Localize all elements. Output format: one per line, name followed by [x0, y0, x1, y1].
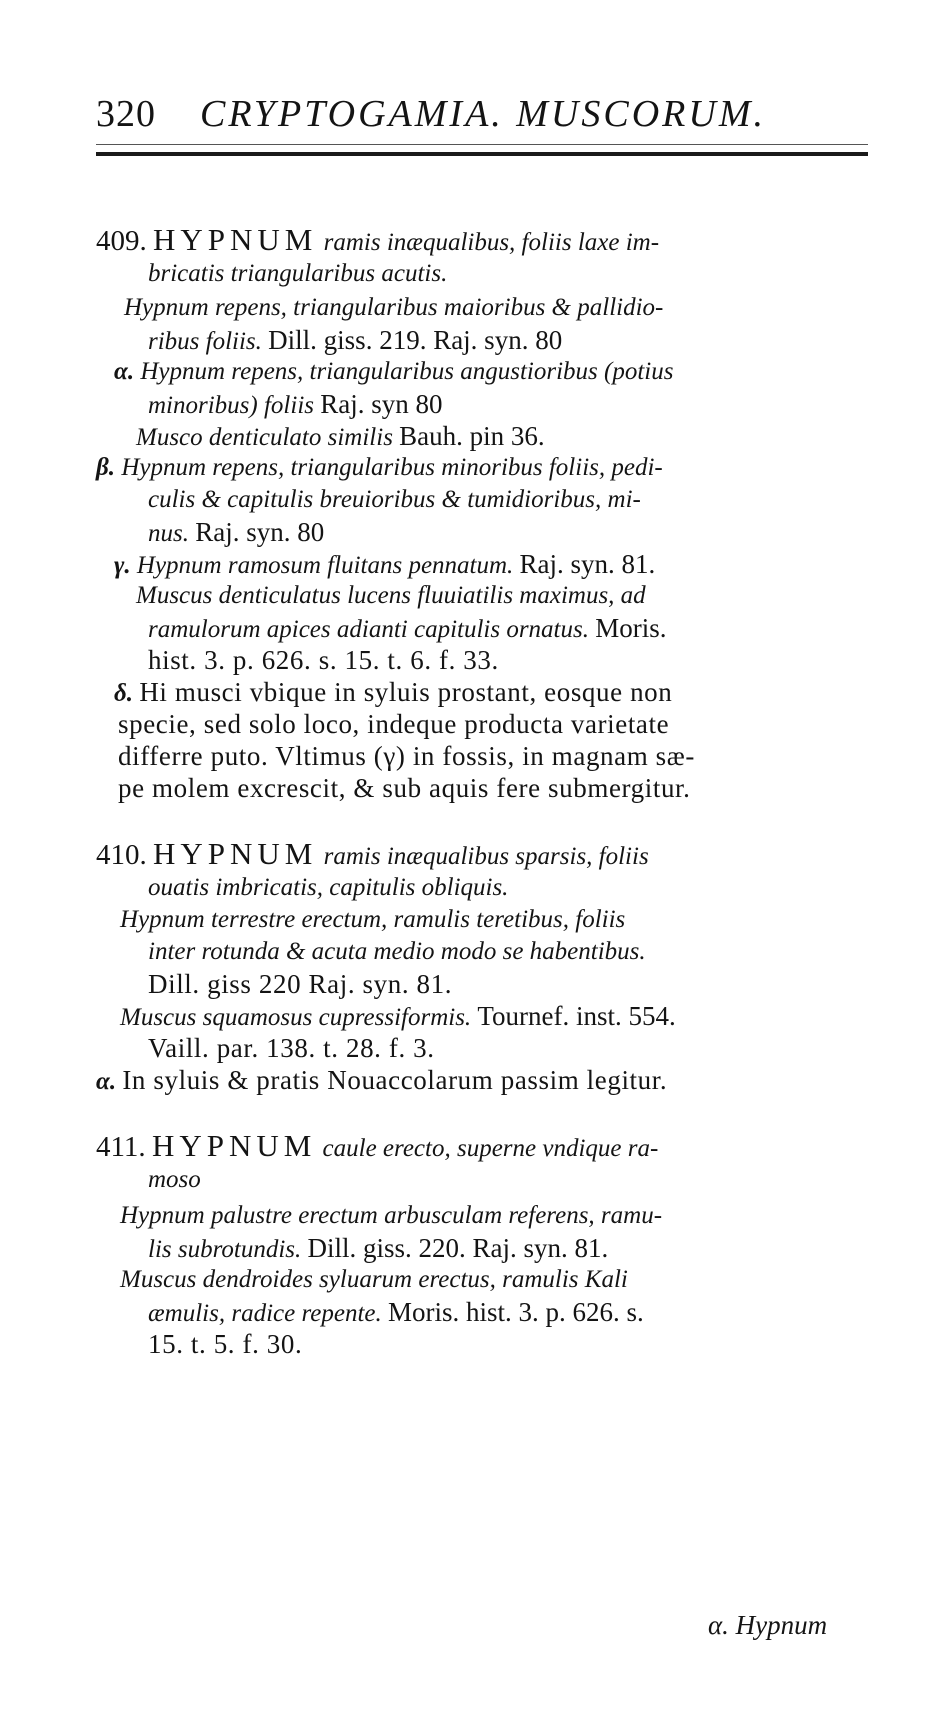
citation: Dill. giss. 219. Raj. syn. 80 — [268, 325, 563, 355]
genus-name: HYPNUM — [151, 1128, 317, 1163]
synonym-text: lis subrotundis. — [148, 1236, 302, 1263]
synonym-text: Hypnum repens, triangularibus minoribus foliis, pedi- — [121, 454, 663, 481]
synonym-line — [148, 1296, 644, 1330]
variety-mark: α. — [96, 1068, 117, 1095]
synonym-text: ribus foliis. — [148, 328, 262, 355]
synonym-text: Muscus squamosus cupressiformis. — [120, 1004, 472, 1031]
variety-mark: δ. — [114, 680, 134, 707]
catchword: α. Hypnum — [708, 1610, 828, 1640]
synonym-text: Hypnum ramosum fluitans pennatum. — [136, 552, 514, 579]
running-head: CRYPTOGAMIA. MUSCORUM. — [200, 93, 766, 135]
citation: Dill. giss. 220. Raj. syn. 81. — [307, 1233, 609, 1263]
citation-line: 15. t. 5. f. 30. — [148, 1329, 303, 1359]
diagnosis: ramis inæqualibus sparsis, foliis — [323, 843, 649, 870]
diagnosis: caule erecto, superne vndique ra- — [322, 1135, 659, 1162]
synonym-line — [148, 1232, 608, 1266]
citation: Raj. syn. 81. — [519, 549, 656, 579]
note-paragraph — [114, 676, 672, 710]
entry-410-heading — [96, 838, 649, 873]
synonym-line: inter rotunda & acuta medio modo se habentibus. — [148, 938, 646, 965]
entry-411-heading — [96, 1130, 658, 1165]
note-line: specie, sed solo loco, indeque producta varietate — [118, 709, 670, 739]
synonym-line: Muscus denticulatus lucens fluuiatilis maximus, ad — [136, 582, 646, 609]
variety-mark: β. — [96, 454, 116, 481]
synonym-line: Hypnum repens, triangularibus maioribus & pallidio- — [124, 294, 664, 321]
citation-line: hist. 3. p. 626. s. 15. t. 6. f. 33. — [148, 645, 499, 675]
page-header — [96, 88, 866, 148]
synonym-line — [148, 388, 443, 422]
diagnosis-line: ouatis imbricatis, capitulis obliquis. — [148, 874, 509, 901]
note-line: pe molem excrescit, & sub aquis fere submergitur. — [118, 773, 691, 803]
citation-line: Dill. giss 220 Raj. syn. 81. — [148, 969, 453, 999]
synonym-text: ramulorum apices adianti capitulis ornatus. — [148, 616, 589, 643]
synonym-line: Muscus dendroides syluarum erectus, ramulis Kali — [120, 1266, 628, 1293]
diagnosis-line: moso — [148, 1166, 201, 1193]
variety-gamma — [114, 548, 655, 582]
note-paragraph — [96, 1064, 667, 1098]
synonym-line — [148, 516, 324, 550]
citation: Raj. syn 80 — [320, 389, 443, 419]
citation-line: Vaill. par. 138. t. 28. f. 3. — [148, 1033, 435, 1063]
entry-number: 411. — [96, 1131, 146, 1163]
header-rule — [96, 152, 868, 156]
citation: Tournef. inst. 554. — [477, 1001, 676, 1031]
entry-number: 410. — [96, 839, 147, 871]
synonym-line — [148, 324, 562, 358]
synonym-text: æmulis, radice repente. — [148, 1300, 382, 1327]
variety-mark: γ. — [114, 552, 131, 579]
entry-409-heading — [96, 224, 659, 259]
note-text: Hi musci vbique in syluis prostant, eosque non — [139, 677, 673, 707]
variety-mark: α. — [114, 358, 135, 385]
note-line: differre puto. Vltimus (γ) in fossis, in magnam sæ- — [118, 741, 695, 771]
synonym-text: nus. — [148, 520, 189, 547]
citation: Moris. — [595, 613, 667, 643]
synonym-line — [148, 612, 667, 646]
genus-name: HYPNUM — [153, 836, 318, 871]
synonym-line: Hypnum terrestre erectum, ramulis teretibus, foliis — [120, 906, 626, 933]
synonym-text: minoribus) foliis — [148, 392, 314, 419]
synonym-text: Hypnum repens, triangularibus angustioribus (potius — [140, 358, 674, 385]
variety-beta — [96, 452, 663, 484]
entry-number: 409. — [96, 225, 147, 257]
diagnosis: ramis inæqualibus, foliis laxe im- — [323, 229, 660, 256]
page-number: 320 — [96, 93, 156, 135]
note-text: In syluis & pratis Nouaccolarum passim legitur. — [122, 1065, 668, 1095]
synonym-line: Hypnum palustre erectum arbusculam referens, ramu- — [120, 1202, 663, 1229]
variety-alpha — [114, 356, 673, 388]
synonym-line — [120, 1000, 676, 1034]
genus-name: HYPNUM — [153, 222, 318, 257]
synonym-line: culis & capitulis breuioribus & tumidioribus, mi- — [148, 486, 641, 513]
synonym-text: Musco denticulato similis — [136, 424, 393, 451]
diagnosis-line: bricatis triangularibus acutis. — [148, 260, 448, 287]
citation: Raj. syn. 80 — [195, 517, 325, 547]
citation: Moris. hist. 3. p. 626. s. — [388, 1297, 644, 1327]
header-rule-thin — [96, 144, 868, 145]
synonym-line — [136, 420, 545, 454]
citation: Bauh. pin 36. — [399, 421, 545, 451]
